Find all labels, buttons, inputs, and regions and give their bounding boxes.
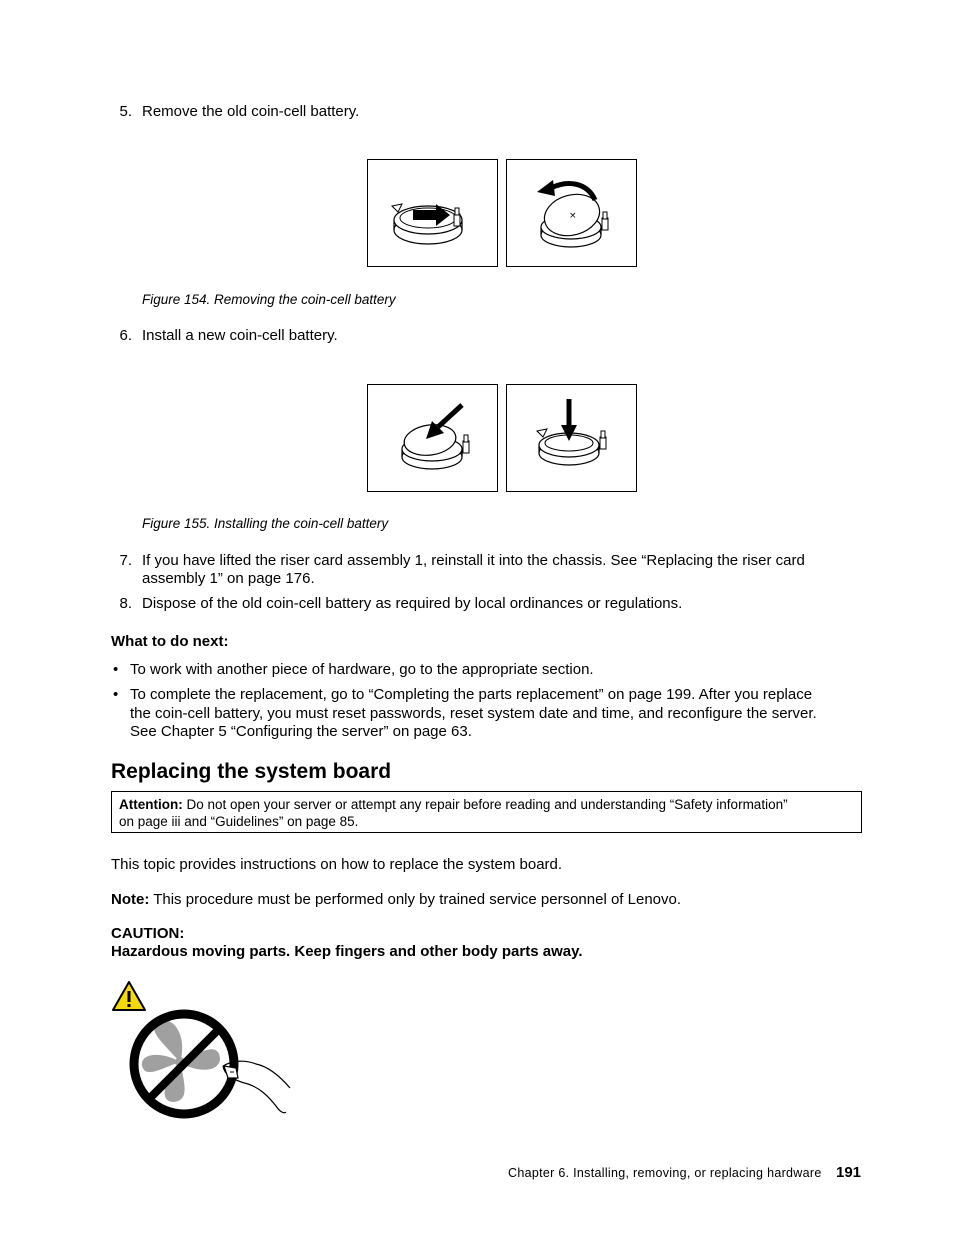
what-to-do-next-heading: What to do next: [111, 633, 229, 650]
note-paragraph [111, 891, 681, 909]
list-item-text-line-2: the coin-cell battery, you must reset passwords, reset system date and time, and reconfigure the server. [130, 705, 817, 722]
svg-text:×: × [569, 211, 577, 221]
figure-155-left-panel [367, 384, 498, 492]
figure-154-right-panel [506, 159, 637, 267]
caution-text: Hazardous moving parts. Keep fingers and other body parts away. [111, 943, 583, 960]
attention-box [111, 791, 862, 833]
footer-chapter: Chapter 6. Installing, removing, or replacing hardware [508, 1166, 822, 1180]
attention-text-line-2: on page iii and “Guidelines” on page 85. [119, 814, 359, 829]
list-item-text-line-3: See Chapter 5 “Configuring the server” on page 63. [130, 723, 472, 740]
page-number: 191 [836, 1164, 862, 1181]
step-text-line-1: If you have lifted the riser card assembly 1, reinstall it into the chassis. See “Replacing the riser card [142, 552, 805, 569]
step-number: 7. [119, 552, 132, 569]
list-item-text-line-1: To complete the replacement, go to “Completing the parts replacement” on page 199. After you replace [130, 686, 813, 703]
step-number: 5. [119, 103, 132, 120]
no-fan-hand-icon [128, 1008, 298, 1125]
bullet-icon: • [113, 661, 119, 678]
caution-label: CAUTION: [111, 925, 185, 942]
figure-155-caption: Figure 155. Installing the coin-cell battery [142, 516, 389, 531]
attention-label: Attention: [119, 797, 183, 812]
step-text: Dispose of the old coin-cell battery as required by local ordinances or regulations. [142, 595, 683, 612]
bullet-icon: • [113, 686, 119, 703]
figure-154-left-panel [367, 159, 498, 267]
figure-155-right-panel [506, 384, 637, 492]
step-text: Install a new coin-cell battery. [142, 327, 338, 344]
intro-paragraph: This topic provides instructions on how to replace the system board. [111, 856, 563, 873]
note-label: Note: [111, 891, 150, 908]
step-number: 8. [119, 595, 132, 612]
step-number: 6. [119, 327, 132, 344]
step-text: Remove the old coin-cell battery. [142, 103, 360, 120]
step-text-line-2: assembly 1” on page 176. [142, 570, 315, 587]
attention-text-line-1: Do not open your server or attempt any repair before reading and understanding “Safety information” [182, 797, 788, 812]
note-text: This procedure must be performed only by trained service personnel of Lenovo. [149, 891, 682, 908]
section-title: Replacing the system board [111, 760, 392, 783]
list-item-text: To work with another piece of hardware, go to the appropriate section. [130, 661, 594, 678]
figure-154-caption: Figure 154. Removing the coin-cell battery [142, 292, 396, 307]
